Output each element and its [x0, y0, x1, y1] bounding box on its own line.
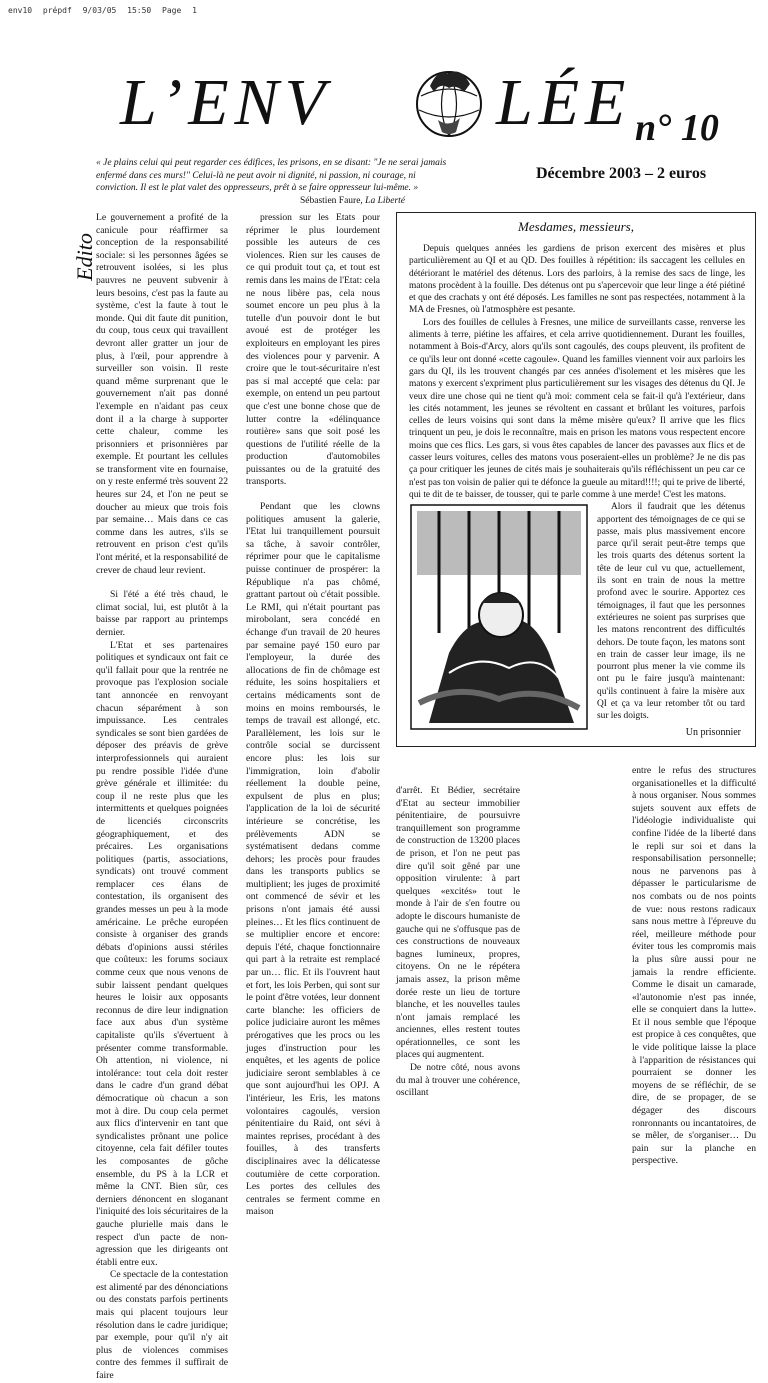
- globe-figure-icon: [408, 62, 490, 144]
- issue-date-price: Décembre 2003 – 2 euros: [536, 165, 707, 182]
- paragraph: Le gouvernement a profité de la canicule pour réaffirmer sa conception de la responsabilité sociale: si les personnes âgées se retrouvent isolées, si les plus pauvres ne peuvent subvenir à leurs besoins, c'est pas la faute au système, c'est la faute à tout le monde. Qui dit faute dit punition, du coup, tous ceux qui travaillent devront aller gratter un jour de plus, à l'œil, pour apprendre à surveiller son voisin. Il reste quand même surprenant que le gouvernement n'ait pas donné l'exemple en n'aidant pas ceux dont il a la charge à supporter cette chaleur, comme les prisonniers et prisonnières par exemple. Et pourtant les cellules se transforment vite en fournaise, on y reste enfermé très souvent 22 heures sur 24, et l'on ne peut se doucher au mieux que trois fois par semaine… Mais dans ce cas comme dans les autres, s'ils se retrouvent en prison c'est qu'ils l'ont mérité, et la responsabilité de crever de chaud leur revient.: [96, 212, 228, 576]
- paragraph: L'Etat et ses partenaires politiques et syndicaux ont fait ce qu'il fallait pour que la rentrée ne provoque pas l'explosion sociale tant annoncée en renvoyant chacun séparément à son impuissance. Les centrales syndicales se sont bien gardées de déposer des préavis de grève interprofessionnels qui auraient pu rendre possible l'idée d'une grève générale et illimitée: du coup il ne reste plus que les intermittents et quelques poignées de licenciés circonscrits géographiquement, et des précaires. Les organisations politiques (partis, associations, syndicats) ont trouvé comment remplacer ces élans de contestation, ils organisent des grandes messes un peu à la mode américaine. Le prêche européen consiste à organiser des grands débats d'opinions aussi stériles que coûteux: les forums sociaux comme ceux que nous venons de subir laissent pendant quelques heures le loisir aux opposants reconnus de dire leur indignation face aux abus d'un système capitaliste qu'ils s'évertuent à présenter comme transformable. Oh attention, ni violence, ni intolérance: tout cela doit rester dans le cadre d'un grand débat démocratique où chacun a son mot à dire. Du coup cela permet aux flics d'intervenir en tant que syndicalistes prônant une police citoyenne, cela fait défiler toutes les composantes de gôche ensemble, du PS à la LCR et même la CNT. Bien sûr, ces derniers dénoncent en sloganant l'iniquité des lois sécuritaires de la gauche plurielle mais dans le respect d'un pacte de non-agression que les dirigeants ont établi entre eux.: [96, 639, 229, 1268]
- masthead-title-left: L’ENV: [120, 66, 331, 139]
- paragraph: d'arrêt. Et Bédier, secrétaire d'Etat au secteur immobilier pénitentiaire, de poursuivre tranquillement son programme de construction de 13200 places de prison, et l'on ne peut pas dire qu'il soit gêné par une opposition virulente: à part quelques «excités» tout le monde à l'air de s'en foutre ou adopte le discours humaniste de gauche qui ne s'offusque pas de ces constructions de nouveaux bagnes lumineux, propres, citoyens. On ne le répétera jamais assez, la prison même dorée reste un lieu de torture blanche, et les nouvelles taules n'ont jamais remplacé les anciennes, elles restent toutes opérationnelles, ce sont les places qui augmentent.: [396, 785, 520, 1061]
- epigraph-attribution: [300, 196, 405, 206]
- paragraph: De notre côté, nous avons du mal à trouver une cohérence, oscillant: [396, 1062, 520, 1099]
- paragraph: Depuis quelques années les gardiens de prison exercent des misères et plus particulièrement au QI et au QD. Des fouilles à répétition: ils saccagent les cellules en détériorant le matériel des détenus. Lors des parloirs, à la remise des sacs de linge, les matons procèdent à la fouille. Des détenus ont pu s'apercevoir que leur linge a été piétiné et que des crachats y ont été déposés. Les familles ne sont pas respectées, notamment à la MA de Fresnes, où l'atmosphère est pesante.: [409, 244, 745, 316]
- letter-title: Mesdames, messieurs,: [518, 219, 634, 234]
- paragraph: Ce spectacle de la contestation est alimenté par des dénonciations ou des constats parfois pertinents mais qui placent toujours leur résolution dans le cadre juridique; par exemple, pour qu'il n'y ait plus de violences commises contre des femmes il suffirait de faire: [96, 1269, 228, 1382]
- prisoner-letter-box: [396, 212, 756, 747]
- edito-column-3: [396, 785, 520, 1100]
- paragraph: Lors des fouilles de cellules à Fresnes, une milice de surveillants casse, renverse les aliments à terre, piétine les affaires, et cela arrive quotidiennement. Durant les fouilles, notamment à Bois-d'Arcy, alors qu'ils sont cagoulés, des coups pleuvent, ils profitent de ce qu'ils leur ont donné «cette cagoule». Quand les familles viennent voir aux parloirs les gars du QI, ils les trouvent changés par ces années d'isolement et les misères que les matons y exercent s'expriment plus particulièrement sur les visages des détenus du QI. Je veux dire une chose qui ne tient qu'à moi: comment cela se fait-il qu'à l'extérieur, dans les cités notamment, les jeunes se révoltent en cassant et brûlant les voitures, parfois celles de leurs voisins qui sont dans la même misère qu'eux? Il arrive que les flics trinquent un peu, je dois le reconnaître, mais en prison les matons vous respectent encore moins que ces flics. Les gars, si vous êtes capables de lancer des pavasses aux flics et de casser leurs voitures, celles des matons vous poseraient-elles un problème? Je ne dis pas ça pour critiquer les jeunes de cités mais je souhaiterais qu'ils réfléchissent un peu car ce n'est pas ton voisin de palier qui te défonce la gueule au mitard!!!!; qui te prive de liberté, qui te dit de te baisser, de tousser, qui te parle comme à une merde! C'est les matons.: [409, 317, 745, 500]
- epigraph-source: La Liberté: [365, 196, 406, 206]
- paragraph: Pendant que les clowns politiques amusent la galerie, l'Etat lui tranquillement poursuit sa tâche, à savoir contrôler, réprimer pour que le capitalisme puisse continuer de prospérer: la République n'a pas chômé, grattant partout où c'était possible. Le RMI, qui n'était pourtant pas mirobolant, sera concédé en échange d'un travail de 20 heures par semaine payé 150 euro par l'employeur, la durée des allocations de fin de chômage est réduite, les soins hospitaliers et certains médicaments sont de moins en moins remboursés, le temps de travail est allongé, etc. Parallèlement, les lois sur le contrôle social se durcissent encore plus: les lois sur l'immigration, loin d'abolir réellement la double peine, expulsent de plus en plus; l'application de la loi de sécurité intérieure se concrétise, les prélèvements ADN se systématisent dedans comme dehors; les procès pour fraudes dans les transports publics se multiplient; les juges de proximité ont commencé de sévir et les prisons n'ont jamais été aussi pleines… Et les flics continuent de se multiplier encore et encore: depuis l'été, chaque fonctionnaire qui part à la retraite est remplacé par un… flic. Et ils l'ouvrent haut et fort, les lois Perben, qui sont sur le point d'être votées, leur donnent carte blanche: les officiers de police judiciaire auront les mêmes prérogatives que les procs ou les juges d'instruction pour les enquêtes, et les agents de police judiciaire seront semblables à ce que sont aujourd'hui les OPJ. A l'intérieur, les Eris, les matons volontaires cagoulés, version pénitentiaire du Raid, ont sévi à maintes reprises, procédant à des fouilles, à des transferts disciplinaires avec la délicatesse coutumière de cette corporation. Les portes des cellules des centrales se ferment comme en maison: [246, 501, 381, 1218]
- paragraph: Si l'été a été très chaud, le climat social, lui, est plutôt à la baisse par rapport au printemps dernier.: [96, 589, 228, 638]
- edito-column-1: [96, 212, 228, 1383]
- letter-body: [409, 243, 745, 733]
- edito-column-4: [632, 765, 756, 1168]
- issue-number: n° 10: [635, 107, 719, 149]
- edito-column-2: [246, 212, 380, 1219]
- print-slug: env10 prépdf 9/03/05 15:50 Page 1: [8, 6, 197, 15]
- epigraph-quote: « Je plains celui qui peut regarder ces édifices, les prisons, en se disant: "Je ne serai jamais enfermé dans ces murs!" Celui-là ne peut avoir ni dignité, ni passion, ni courage, ni conviction. Il est le plat valet des oppresseurs, prêt à se faire oppresseur lui-même. »: [96, 158, 447, 193]
- letter-signature: Un prisonnier: [685, 727, 741, 738]
- prisoner-illustration: [409, 503, 589, 731]
- edito-label: [73, 212, 97, 302]
- masthead-title-right: LÉE: [496, 66, 632, 139]
- prisoner-illustration-image: [409, 503, 589, 731]
- masthead: [0, 62, 768, 149]
- paragraph: pression sur les Etats pour réprimer le plus lourdement possible les auteurs de ces violences. Rien sur les causes de ce qui produit tout ça, et tout est remis dans les mains de l'Etat: cela ne nous libère pas, cela nous soumet encore un peu plus à la tutelle d'un pouvoir dont le but avoué est de protéger les exploiteurs en employant les pires des violences pour y parvenir. A croire que le tout-sécuritaire n'est pas si mal accepté que cela: par exemple, on entend un peu partout que c'est une bonne chose que de lutter contre la «délinquance routière» sans que soit posé les questions de l'utilité réelle de la production d'automobiles puissantes ou de la gratuité des transports.: [246, 212, 380, 488]
- edito-label-text: Edito: [72, 233, 97, 281]
- epigraph-author: Sébastien Faure,: [300, 196, 363, 206]
- paragraph: entre le refus des structures organisationelles et la difficulté à nous organiser. Nous sommes sujets souvent aux effets de l'idéologie individualiste qui confine l'idée de la liberté dans le repli sur soi et dans la responsabilisation personnelle; nous ne parvenons pas à dépasser le particularisme de nos combats ou de nos points de vue: nous restons radicaux sans nous mettre à l'épreuve du réel, meilleure méthode pour éviter tous les compromis mais la plus sûre aussi pour ne jamais la rendre efficiente. Comme le disait un camarade, «l'autonomie n'est pas innée, elle se conquiert dans la lutte». Et il nous semble que l'époque est propice à ces conquêtes, que le vide politique laisse la place à l'apparition de résistances qui pourraient se donner les moyens de se réfléchir, de se dire, de se propager, de se dégager des discours ronronnants ou incantatoires, de se mêler, de s'organiser… Du pain sur la planche en perspective.: [632, 765, 756, 1167]
- paragraph: Alors il faudrait que les détenus apportent des témoignages de ce qui se passe, mais plus massivement encore parce qu'il serait peut-être temps que les trois quarts des détenus sortent la tête de leur cul vu que, actuellement, ils sont en train de nous la mettre profond avec le sourire. Apportez ces témoignages, il faut que les personnes extérieures ne soient pas surprises que les matons rencontrent des difficultés dehors. De toute façon, les matons sont en train de casser leur image, ils ne pourront plus mener la vie comme ils ont pu le faire jusqu'à maintenant: qu'ils continuent à faire la misère aux QI et ça va leur retomber tôt ou tard sur les doigts.: [597, 502, 745, 722]
